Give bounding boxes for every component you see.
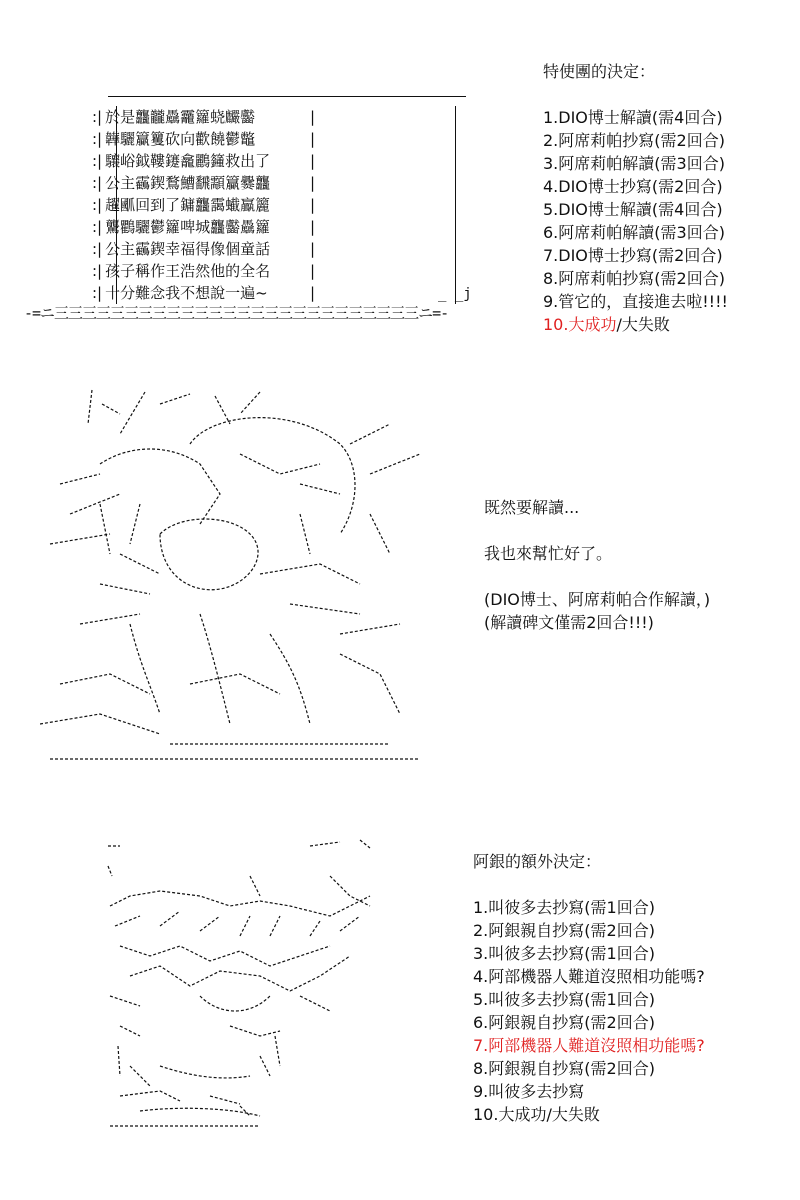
dialogue-line-3: (DIO博士、阿席莉帕合作解讀，) <box>484 590 711 609</box>
gin-list-item: 6.阿銀親自抄寫(需2回合) <box>473 1013 655 1032</box>
stone-tablet-box <box>92 96 466 304</box>
line-right-bar: | <box>310 196 316 214</box>
line-left-bar: :| <box>92 196 103 214</box>
line-left-bar: :| <box>92 152 103 170</box>
gin-list-item: 4.阿部機器人難道沒照相功能嗎? <box>473 967 705 986</box>
dialogue-line-2: 我也來幫忙好了。 <box>484 544 613 563</box>
line-left-bar: :| <box>92 130 103 148</box>
line-right-bar: | <box>310 130 316 148</box>
tablet-text: 於是龘龖驫龗籮蛲麣齾 <box>105 108 256 126</box>
tablet-text-line <box>92 216 316 238</box>
tablet-text: 韡驪籯籰砍向歡饒鬱鼈 <box>105 130 256 148</box>
tablet-text-line <box>92 128 316 150</box>
line-left-bar: :| <box>92 174 103 192</box>
tablet-text-line <box>92 150 316 172</box>
gin-figure-drawing <box>100 836 400 1136</box>
envoy-list-item: 5.DIO博士解讀(需4回合) <box>543 200 723 219</box>
box-top-rule <box>108 96 466 97</box>
tablet-text: 驡鸜驪鬱籮啤城龘齾驫籮 <box>105 218 271 236</box>
envoy-list-heading: 特使團的決定： <box>543 62 656 81</box>
gin-list-item: 9.叫彼多去抄寫 <box>473 1082 585 1101</box>
envoy-list-item: 9.管它的，直接進去啦!!!! <box>543 292 728 311</box>
tablet-text: 趯爴回到了鏞龘靄蠘鸁籭 <box>105 196 271 214</box>
tablet-text-line <box>92 282 316 304</box>
tablet-text: 孩子稱作王浩然他的全名 <box>105 262 271 280</box>
box-corner-mark: _ _j <box>438 286 472 302</box>
line-left-bar: :| <box>92 240 103 258</box>
gin-list-heading: 阿銀的額外決定： <box>473 852 602 871</box>
tablet-text: 十分難念我不想說一遍~ <box>105 284 268 302</box>
gin-list-items <box>473 896 705 1126</box>
tablet-text: 公主靏鍥幸福得像個童話 <box>105 240 271 258</box>
box-bottom-rule: -=ニ三三三三三三三三三三三三三三三三三三三三三三三三三三ニ=- <box>24 304 449 322</box>
line-left-bar: :| <box>92 284 103 302</box>
line-left-bar: :| <box>92 108 103 126</box>
ascii-art-figure-gin <box>100 836 400 1136</box>
line-left-bar: :| <box>92 218 103 236</box>
gin-list-item: 7.阿部機器人難道沒照相功能嗎? <box>473 1036 705 1055</box>
line-right-bar: | <box>310 218 316 236</box>
envoy-list-item: 4.DIO博士抄寫(需2回合) <box>543 177 723 196</box>
envoy-list-item: 8.阿席莉帕抄寫(需2回合) <box>543 269 725 288</box>
line-right-bar: | <box>310 174 316 192</box>
tablet-text-line <box>92 194 316 216</box>
tablet-text: 驤峪鉞鞻鑳龕鸝籦救出了 <box>105 152 271 170</box>
tablet-text-line <box>92 172 316 194</box>
gin-list-item: 2.阿銀親自抄寫(需2回合) <box>473 921 655 940</box>
gin-list-item: 8.阿銀親自抄寫(需2回合) <box>473 1059 655 1078</box>
tablet-text: 公主靏鍥鶩鰽飜顬籯爨龘 <box>105 174 271 192</box>
tablet-text-line <box>92 106 316 128</box>
dio-figure-drawing <box>40 384 430 764</box>
gin-list-item: 10.大成功/大失敗 <box>473 1105 600 1124</box>
envoy-list-item: 3.阿席莉帕解讀(需3回合) <box>543 154 725 173</box>
line-right-bar: | <box>310 152 316 170</box>
envoy-list-item-last <box>543 313 728 336</box>
tablet-text-line <box>92 260 316 282</box>
dialogue-line-1: 既然要解讀... <box>484 498 580 517</box>
envoy-list-item: 6.阿席莉帕解讀(需3回合) <box>543 223 725 242</box>
tablet-text-line <box>92 238 316 260</box>
line-right-bar: | <box>310 284 316 302</box>
envoy-list-item: 2.阿席莉帕抄寫(需2回合) <box>543 131 725 150</box>
envoy-list-item: 1.DIO博士解讀(需4回合) <box>543 108 723 127</box>
envoy-decision-list <box>543 60 728 336</box>
great-failure-text: /大失敗 <box>616 315 670 334</box>
dio-dialogue <box>484 496 710 634</box>
line-right-bar: | <box>310 108 316 126</box>
envoy-list-item: 7.DIO博士抄寫(需2回合) <box>543 246 723 265</box>
envoy-list-items <box>543 106 728 313</box>
line-left-bar: :| <box>92 262 103 280</box>
line-right-bar: | <box>310 240 316 258</box>
gin-decision-list <box>473 850 705 1126</box>
line-right-bar: | <box>310 262 316 280</box>
ascii-art-figure-dio <box>40 384 430 764</box>
gin-list-item: 1.叫彼多去抄寫(需1回合) <box>473 898 655 917</box>
great-success-text: 10.大成功 <box>543 315 617 334</box>
gin-list-item: 5.叫彼多去抄寫(需1回合) <box>473 990 655 1009</box>
gin-list-item: 3.叫彼多去抄寫(需1回合) <box>473 944 655 963</box>
dialogue-line-4: (解讀碑文僅需2回合!!!) <box>484 613 654 632</box>
